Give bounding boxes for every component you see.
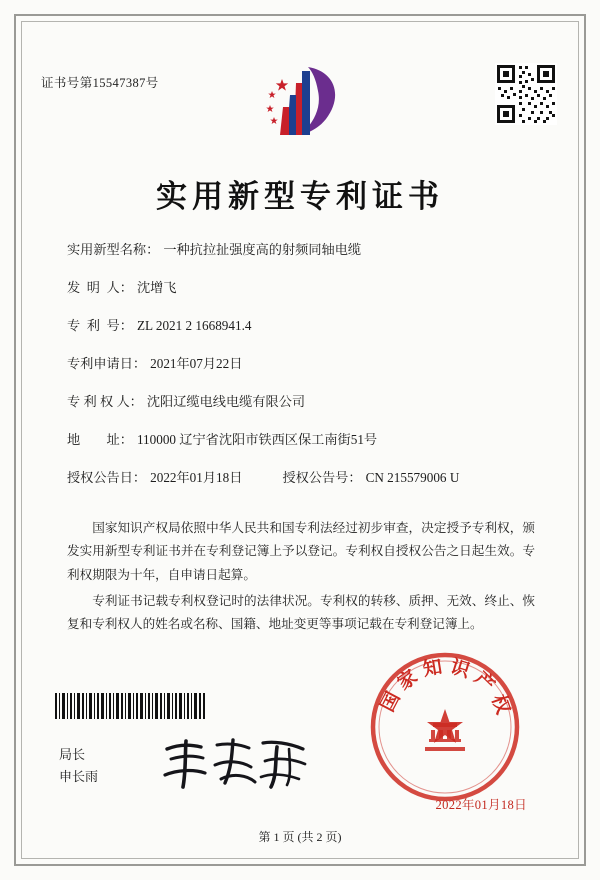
field-label: 专 利 权 人：: [67, 394, 143, 409]
cnipa-logo-icon: [252, 61, 348, 139]
field-label: 发 明 人：: [67, 280, 133, 295]
field-row-inventor: [67, 277, 539, 296]
field-label: 专利申请日：: [67, 356, 147, 371]
field-value-grant-date: 2022年01月18日: [150, 470, 243, 485]
field-value: 沈阳辽缆电线电缆有限公司: [146, 394, 306, 409]
handwritten-signature-icon: [155, 735, 315, 793]
page-title: 实用新型专利证书: [156, 179, 444, 214]
field-list: [67, 239, 539, 505]
barcode: [55, 693, 205, 719]
field-label-grant-date: 授权公告日：: [67, 470, 147, 485]
field-row-name: [67, 239, 539, 258]
legal-text: [67, 517, 535, 639]
certificate-number: 证书号第15547387号: [41, 76, 159, 90]
field-row-patent-number: [67, 315, 539, 334]
field-label: 专 利 号：: [67, 318, 133, 333]
svg-text:国家知识产权局: 国家知识产权: [377, 655, 516, 723]
field-row-address: [67, 429, 539, 448]
field-value: 2021年07月22日: [150, 356, 243, 371]
seal-date: 2022年01月18日: [435, 798, 527, 812]
field-label: 实用新型名称：: [67, 242, 160, 257]
field-value: 一种抗拉扯强度高的射频同轴电缆: [163, 242, 362, 257]
field-value: 110000 辽宁省沈阳市铁西区保工南街51号: [136, 432, 378, 447]
field-label-grant-number: 授权公告号：: [282, 470, 362, 485]
page-footer: 第 1 页 (共 2 页): [258, 830, 342, 844]
paragraph: 国家知识产权局依照中华人民共和国专利法经过初步审查，决定授予专利权，颁发实用新型专利证书并在专利登记簿上予以登记。专利权自授权公告之日起生效。专利权期限为十年，自申请日起算。: [67, 521, 535, 582]
field-row-patentee: [67, 391, 539, 410]
official-seal: [369, 651, 521, 803]
qr-code: [495, 63, 557, 125]
certificate-content: [21, 21, 579, 859]
signature-title: 局长: [59, 747, 86, 762]
field-value: 沈增飞: [136, 280, 177, 295]
field-row-grant: [67, 467, 539, 486]
field-row-application-date: [67, 353, 539, 372]
field-value-grant-number: CN 215579006 U: [365, 470, 460, 485]
field-value: ZL 2021 2 1668941.4: [136, 318, 252, 333]
field-label: 地 址：: [67, 432, 133, 447]
signature-name: 申长雨: [59, 769, 99, 784]
paragraph: 专利证书记载专利权登记时的法律状况。专利权的转移、质押、无效、终止、恢复和专利权人的姓名或名称、国籍、地址变更等事项记载在专利登记簿上。: [67, 593, 535, 632]
